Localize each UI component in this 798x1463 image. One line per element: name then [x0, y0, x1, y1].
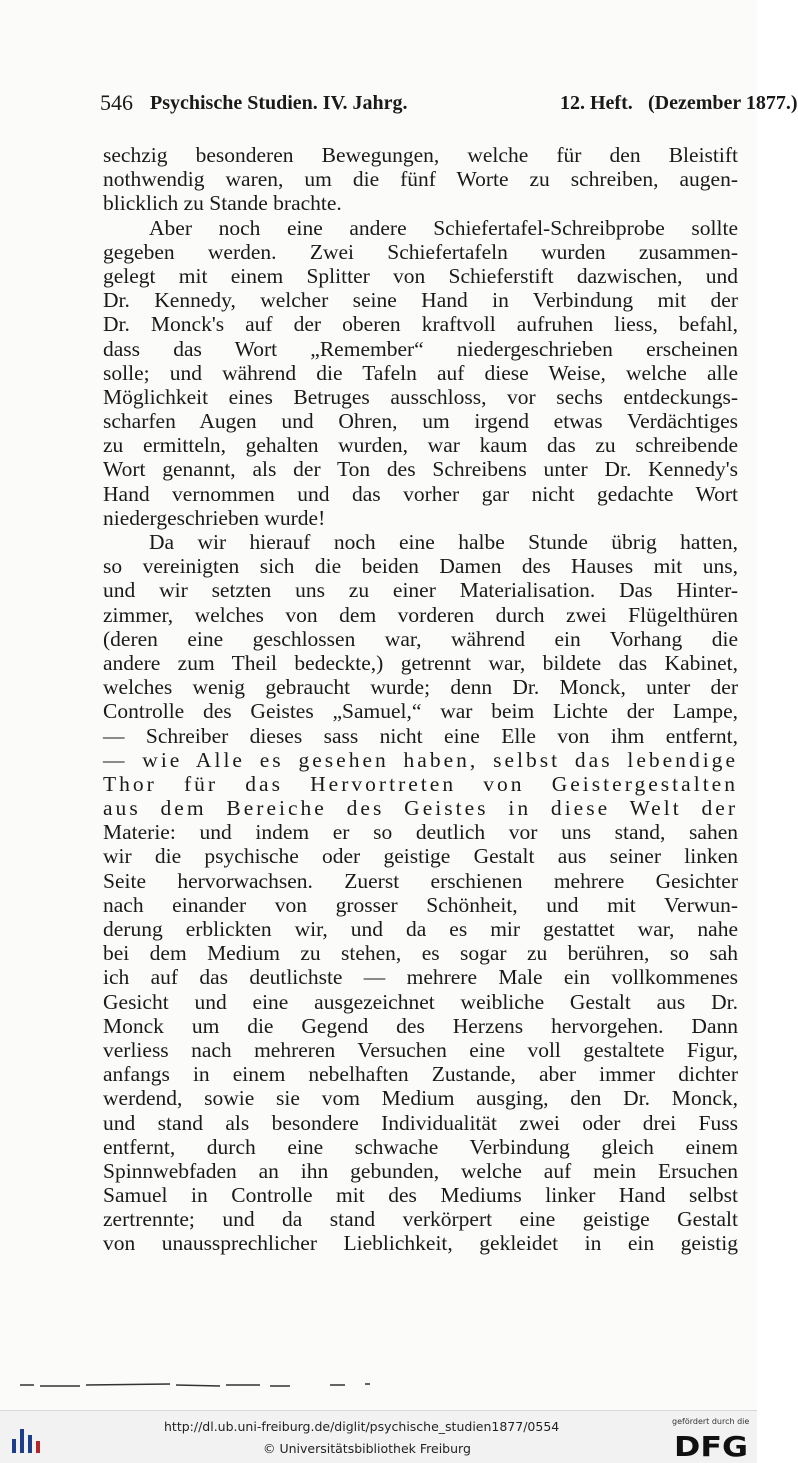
text-line: werdend, sowie sie vom Medium ausging, den Dr. Monck, — [103, 1086, 738, 1111]
text-line: — wie Alle es gesehen haben, selbst das lebendige — [103, 747, 738, 772]
journal-title: Psychische Studien. IV. Jahrg. — [150, 92, 408, 114]
dfg-caption: gefördert durch die — [672, 1417, 750, 1426]
text-line: Spinnwebfaden an ihn gebunden, welche auf mein Ersuchen — [103, 1158, 738, 1183]
text-line: bei dem Medium zu stehen, es sogar zu berühren, so sah — [103, 941, 738, 966]
text-line: Da wir hierauf noch eine halbe Stunde übrig hatten, — [149, 530, 738, 554]
text-line: Materie: und indem er so deutlich vor uns stand, sahen — [103, 820, 738, 845]
text-line: entfernt, durch eine schwache Verbindung gleich einem — [103, 1134, 738, 1159]
text-line: (deren eine geschlossen war, während ein Vorhang die — [103, 626, 738, 651]
text-line: Thor für das Hervortreten von Geistergestalten — [103, 771, 738, 796]
text-line: Monck um die Gegend des Herzens hervorgehen. Dann — [103, 1013, 738, 1038]
text-line: und stand als besondere Individualität zwei oder drei Fuss — [103, 1110, 738, 1135]
text-line: zimmer, welches von dem vorderen durch zwei Flügelthüren — [103, 602, 738, 627]
text-line: derung erblickten wir, und da es mir gestattet war, nahe — [103, 917, 738, 941]
dfg-logo-icon — [672, 1429, 750, 1463]
text-line: blicklich zu Stande brachte. — [103, 191, 342, 216]
text-line: scharfen Augen und Ohren, um irgend etwas Verdächtiges — [103, 409, 738, 434]
issue-date: (Dezember 1877.) — [648, 92, 798, 114]
text-line: gelegt mit einem Splitter von Schieferstift dazwischen, und — [103, 263, 738, 288]
text-line: anfangs in einem nebelhaften Zustande, aber immer dichter — [103, 1062, 738, 1087]
text-line: und wir setzten uns zu einer Materialisation. Das Hinter- — [103, 578, 738, 603]
text-line: Gesicht und eine ausgezeichnet weibliche Gestalt aus Dr. — [103, 989, 738, 1014]
footer-bar — [0, 1410, 757, 1463]
text-line: dass das Wort „Remember“ niedergeschrieben erscheinen — [103, 336, 738, 361]
text-line: niedergeschrieben wurde! — [103, 505, 326, 530]
text-line: solle; und während die Tafeln auf diese Weise, welche alle — [103, 360, 738, 385]
text-line: Dr. Kennedy, welcher seine Hand in Verbindung mit der — [103, 288, 738, 313]
source-url-link[interactable]: http://dl.ub.uni-freiburg.de/diglit/psychische_studien1877/0554 — [164, 1419, 560, 1434]
dfg-logo-text: DFG — [674, 1430, 748, 1463]
text-line: Dr. Monck's auf der oberen kraftvoll aufruhen liess, befahl, — [103, 312, 738, 337]
text-line: Möglichkeit eines Betruges ausschloss, vor sechs entdeckungs- — [103, 384, 738, 409]
text-line: Seite hervorwachsen. Zuerst erschienen mehrere Gesichter — [103, 868, 738, 893]
text-line: aus dem Bereiche des Geistes in diese Welt der — [103, 796, 738, 821]
text-line: verliess nach mehreren Versuchen eine voll gestaltete Figur, — [103, 1037, 738, 1062]
text-line: Samuel in Controlle mit des Mediums linker Hand selbst — [103, 1183, 738, 1208]
page-number: 546 — [100, 90, 133, 115]
text-line: Wort genannt, als der Ton des Schreibens unter Dr. Kennedy's — [103, 457, 738, 482]
text-line: nothwendig waren, um die fünf Worte zu schreiben, augen- — [103, 167, 738, 192]
library-logo-icon — [8, 1419, 48, 1459]
text-line: gegeben werden. Zwei Schiefertafeln wurden zusammen- — [103, 239, 738, 264]
text-line: Aber noch eine andere Schiefertafel-Schreibprobe sollte — [149, 215, 738, 240]
text-line: Controlle des Geistes „Samuel,“ war beim Lichte der Lampe, — [103, 699, 738, 724]
text-line: Hand vernommen und das vorher gar nicht gedachte Wort — [103, 481, 738, 506]
text-line: andere zum Theil bedeckte,) getrennt war, bildete das Kabinet, — [103, 650, 738, 675]
copyright-notice: © Universitätsbibliothek Freiburg — [263, 1441, 471, 1456]
page-edge-marks — [20, 1378, 380, 1392]
text-line: ich auf das deutlichste — mehrere Male ein vollkommenes — [103, 965, 738, 990]
text-line: — Schreiber dieses sass nicht eine Elle von ihm entfernt, — [103, 723, 738, 748]
text-line: von unaussprechlicher Lieblichkeit, gekleidet in ein geistig — [103, 1231, 738, 1256]
text-line: so vereinigten sich die beiden Damen des Hauses mit uns, — [103, 554, 738, 579]
text-line: welches wenig gebraucht wurde; denn Dr. Monck, unter der — [103, 675, 738, 700]
text-line: zertrennte; und da stand verkörpert eine geistige Gestalt — [103, 1207, 738, 1232]
text-line: nach einander von grosser Schönheit, und mit Verwun- — [103, 892, 738, 917]
text-line: wir die psychische oder geistige Gestalt aus seiner linken — [103, 844, 738, 869]
running-header — [100, 88, 798, 118]
issue-number: 12. Heft. — [560, 92, 633, 114]
text-line: zu ermitteln, gehalten wurden, war kaum das zu schreibende — [103, 433, 738, 458]
body-text — [103, 143, 738, 1256]
text-line: sechzig besonderen Bewegungen, welche für den Bleistift — [103, 143, 738, 167]
